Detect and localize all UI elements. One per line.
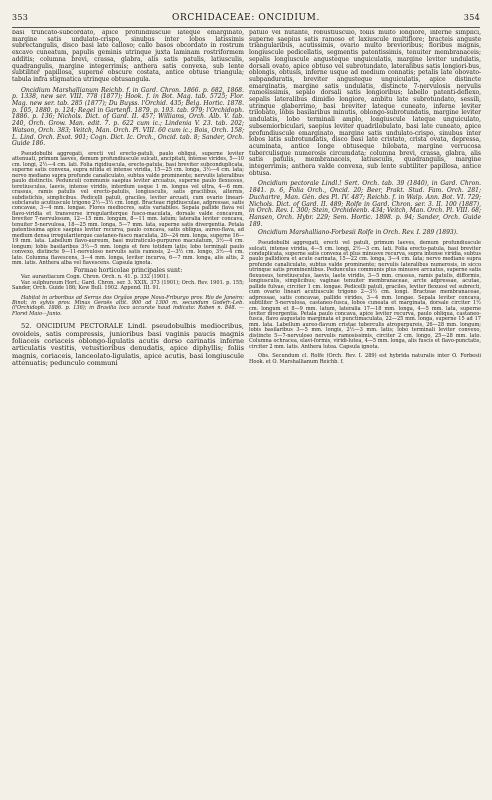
- synonymy-pectorale: Oncidium pectorale Lindl.! Sert. Orch. tab. 39 (1840), in Gard. Chron. 1841. p. 6, Folia Orch., Oncid. 20; Beer, Prakt. Stud. Fam. Orch. 281; Duchartre, Man. Gén. des Pl. IV. 487; Reichb. f. in Walp. Ann. Bot. VI. 729; Nichols. Dict. of Gard. II. 489; Rolfe in Gard. Chron. ser. 3. II. 100 (1887), in Orch. Rev. I. 300; Stein, Orchideenb. 434; Veitch, Man. Orch. Pl. VIII. 68; Hansen, Orch. Hybr. 229; Sem. Hortic. 1898. p. 94; Sander, Orch. Guide 189.: [249, 180, 481, 228]
- left-column: [12, 30, 244, 794]
- header-rule: [12, 27, 480, 28]
- page-number-right: 354: [463, 13, 480, 22]
- synonym-marshalliano-forbesii: Oncidium Marshalliano-Forbesii Rolfe in Orch. Rev. I. 289 (1893).: [258, 229, 458, 237]
- varieties-heading: Formae horticolae principales sunt:: [73, 267, 183, 275]
- observation-note: Obs. Secundum cl. Rolfe (Orch. Rev. I. 289) est hybrida naturalis inter O. Forbesii Hook. et O. Marshallianum Reichb. f.: [249, 353, 481, 365]
- species-heading-pectorale: 52. ONCIDIUM PECTORALE Lindl. pseudobulbis mediocribus, ovoideis, satis compressis, junioribus basi vaginis paucis magnis foliaceis coriaceis oblongo-ligulatis acutis dorso carinatis inferne articulatis vestitis, vetustioribus denudatis, apice diphyllis; foliis magnis, coriaceis, lanceolato-ligulatis, apice acutis, basi longiuscule attenuatis; pedunculo communi: [12, 322, 244, 367]
- page-header: [12, 13, 480, 27]
- variety-sulphureum: Var. sulphureum Hort.; Gard. Chron. ser. 3. XXIX. 373 (1901); Orch. Rev. 1901. p. 155; Sander, Orch. Guide 186; Kew Bull. 1902. Append. III. 91.: [12, 279, 244, 292]
- running-head: ORCHIDACEAE: ONCIDIUM.: [172, 13, 320, 23]
- right-column: [249, 30, 481, 794]
- synonymy-paragraph: Oncidium Marshallianum Reichb. f. in Gard. Chron. 1866. p. 682, 1868. p. 1338, new ser. VIII. 778 (1877); Hook. f. in Bot. Mag. tab. 5725; Flor. Mag. new ser. tab. 285 (1877); Du Buyss. l'Orchid. 435; Belg. Hortic. 1878. p. 105, 1880. p. 124; Regel in Gartenfl. 1879. p. 193. tab. 979; l'Orchidoph. 1886. p. 136; Nichols. Dict. of Gard. II. 457; Williams, Orch. Alb. V. tab. 240, Orch. Grow. Man. edit. 7. p. 622 cum ic.; Lindenia V. 23. tab. 202; Watson, Orch. 383; Veitch, Man. Orch. Pl. VIII. 60 cum ic.; Bois, Orch. 158; L. Lind. Orch. Exot. 901; Cogn. Dict. Ic. Orch., Oncid. tab. 8; Sander, Orch. Guide 186.: [12, 86, 244, 148]
- description-continued-right: patulo vel nutante, robustiusculo, foliis multo longiore, inferne simplici, superne saepius satis ramoso et laxiuscule multiflore; bracteis anguste triangularibus, acutissimis, ovario multo brevioribus; floribus magnis, longiuscule pedicellatis, segmentis patentissimis, tenuiter membranaceis; sepalis longiuscule angusteque unguiculatis, margine leviter undulatis, dorsali ovato, apice obtuso vel subrotundato, lateralibus satis longiori-bus, oblongis, obtusis, inferne usque ad medium connatis; petalis late obovato-subpanduratis, breviter angusteque unguiculatis, apice distincte emarginatis, margine satis undulatis, distincte 7-nervulosis nervulis ramosissimis, sepalo dorsali satis longioribus; labello patenti-deflexo, sepalis lateralibus dimidio longiore, ambitu late subrotundato, sessili, utrinque glaberrimo, basi breviter lateque cuneato, inferne leviter trilobato, lobis basilaribus minutis, oblongo-subrotundatis, margine leviter undulatis, lobo terminali amplo, longiuscule lateque unguiculato, subsemiorbiculari, saepius leviter quadrilobulato, basi late cuneato, apice profundiuscule emarginato, margine satis undulato-crispo, sinubus inter lobos latis subrotundatis, disco basi late cristato, crista ovata, depressa, acuminata, antice longe obtuseque bilobata, margine verrucosa tuberculisque numerosis circumdata; columna brevi, crassa, glabra, alis satis patulis, membranaceis, latiusculis, quadrangulis, margine integerrimis; anthera valde convexa, sub lente subtiliter papillosa, antice obtusa.: [249, 30, 481, 177]
- habitat-paragraph: Habitat in arboribus ad Serras dos Orgãos prope Nova-Friburgo prov. Rio de Janeiro: Binot; in sylvis prov. Minas Geraës altit. 900 ad 1300 m. secundum Godefr.-Leb. (l'Orchidoph. 1886. p. 136); in Brasilia loco accurate haud indicato: Raben n. 848. — Floret Maio—Junio.: [12, 294, 244, 317]
- description-continued: basi truncato-subcordato, apice profundiusculè lateque emarginato, margine satis undulato-crispo, sinubus inter lobos latissimis subrectangulis, disco basi late calloso; callo basos obcordato in rostrum excavo cuneatum, papulis geminis utrinque juxta laminam rostriformem additis; columna brevi, crassa, glabra, alis satis patulis, latiusculis, quadrangulis, margine integerrimis; anthera satis convexa, sub lente subtiliter papillosa, superne obscure costata, antice obtuse triangula; tabula infra stigmatica utrinque obtusangula.: [12, 30, 244, 83]
- page-number-left: 353: [12, 13, 29, 22]
- description-detail-right: Pseudobulbi aggregati, erecti vel patuli, primum laeves, demum profundiuscule sulcati, intense viridia, 4—5 cm. longi, 2½—3 cm. lati. Folia erecto-patula, basi breviter conduplicata, superne satis convexa et plus minusve recurva, supra intense viridia, subtus paulo pallidiora et acute carinata, 15—22 cm. longa, 3—4 cm. lata; nervo mediano supra profunde canaliculato, subtus valde prominente; nervulis lateralibus numerosis, in sicco utrinque satis prominentibus. Pedunculus communis plus minusve arcuatus, superne satis flexuosus, teretiusculus, laevis, laete viridis, 3—5 mm. crassus, ramis patulis, difformis, longiusculis, simplicibus; vaginae tenuiter membranaceae, arcte adpressae, acutae, pallide fulvae, circiter 1 cm. longae. Pedicelli patuli, graciles, leviter flexuosi vel subrecti, cum ovario lineari acutiuscule trigono 2—3½ cm. longi. Bracteae membranaceae, adpressae, satis concavae, pallide virides, 3—4 mm. longae. Sepala leviter concava, subtiliter 5-nervulosa, castaneo-fusca, lobos cuneata et marginata, dorsale circiter 1½ cm. longum et 8—9 mm. latum, lateralia 17—18 mm. longa, 4—5 mm. lata, superne leviter divergentia. Petala paulo concava, apice leviter recurva, paulo obliqua, castaneo-fusca, flavo augustato marginata et punctimaculata, 22—25 mm. longa, superne 15 ad 17 mm. lata. Labellum aureo-flavum cristae tuberculis atropurpureis, 26—28 mm. longum; lobis basilaribus 3—5 mm. longis, 2½—3 mm. latis; lobo terminali leviter convexo, distincte 5—7-nervuloso nervulis ramosissimis, circiter 2 cm. longo, 25—28 mm. lato. Columna ochracea, elavi-formis, viridi-lutea, 4—5 mm. longa, alis fuscis et flavo-punctatis, circiter 2 mm. latis. Anthera lutea. Capsula ignota.: [249, 240, 481, 350]
- variety-aurantiacum: Var. aurantiacum Cogn. Chron. Orch. n. 41. p. 332 (1901).: [21, 274, 170, 281]
- description-detail: Pseudobulbi aggregati, erecti vel erecto-patuli, paulo obliqui, superne leviter attenuati, primum laeves, demum profundiuscule sulcati, ancipitati, intense virides, 5—10 cm. longi, 2½—4 cm. lati. Folia rigidiuscula, erecto-patula, basi breviter subconduplicata, superne satis convexa, supra nitida et intense viridia, 15—25 cm. longa, 3½—4 cm. lata; nervo mediano supra profunde canaliculato, subtus valde prominente; nervulis lateralibus paulo distinctis. Pedunculi communis saepius leviter arcuatus, superne paulo flexuosus, teretiusculus, laevis, intense viridis, interdum usque 1 m. longus vel ultra, 4—6 mm. crassus, ramis patulis vel erecto-patulis, longiusculis, satis gracilibus, alternis, subdistichis, simplicibus. Pedicelli patuli, graciles, leviter arcuati, cum ovario lineari-subclavato acutiuscule trigono 2½—3½ cm. longi. Bracteae rigidiusculae, adpressae, satis concavae, 3—4 mm. longae. Flores mediocres, satis variabiles. Sepala pallide flava vel flavo-viridia et transverse irregulariterque fusco-maculata, dorsale valde concavum, breviter 7-nervulosum, 12—15 mm. longum, 8—11 mm. latum; lateralia leviter concava, tenuiter 5-nervulosa, 18—25 mm. longa, 5—7 mm. lata, superne satis divergentia. Petala patentissima apice saepius leviter recurva, paulo concava, satis obliqua, aureo-flava, ad medium densa irregulariterque castaneo-fusco maculata, 20—24 mm. longa, superne 16—19 mm. lata. Labellum flavo-aureum, basi mutraticulo-purpureo maculatum, 3½—4 cm. longum; lobis basilaribus 3½—5 mm. longis et fere totidem latis; lobo terminali paulo convexo, distincte 9—11-nervuloso nervulis satis ramosis, 2—3½ cm. longo, 3½—4 cm. lato. Columna flavescens, 3—4 mm. longa, leviter incurva, 6—7 mm. longa, alis altis, 2 mm. latis. Anthera alba vel flavescens. Capsula ignota.: [12, 150, 244, 267]
